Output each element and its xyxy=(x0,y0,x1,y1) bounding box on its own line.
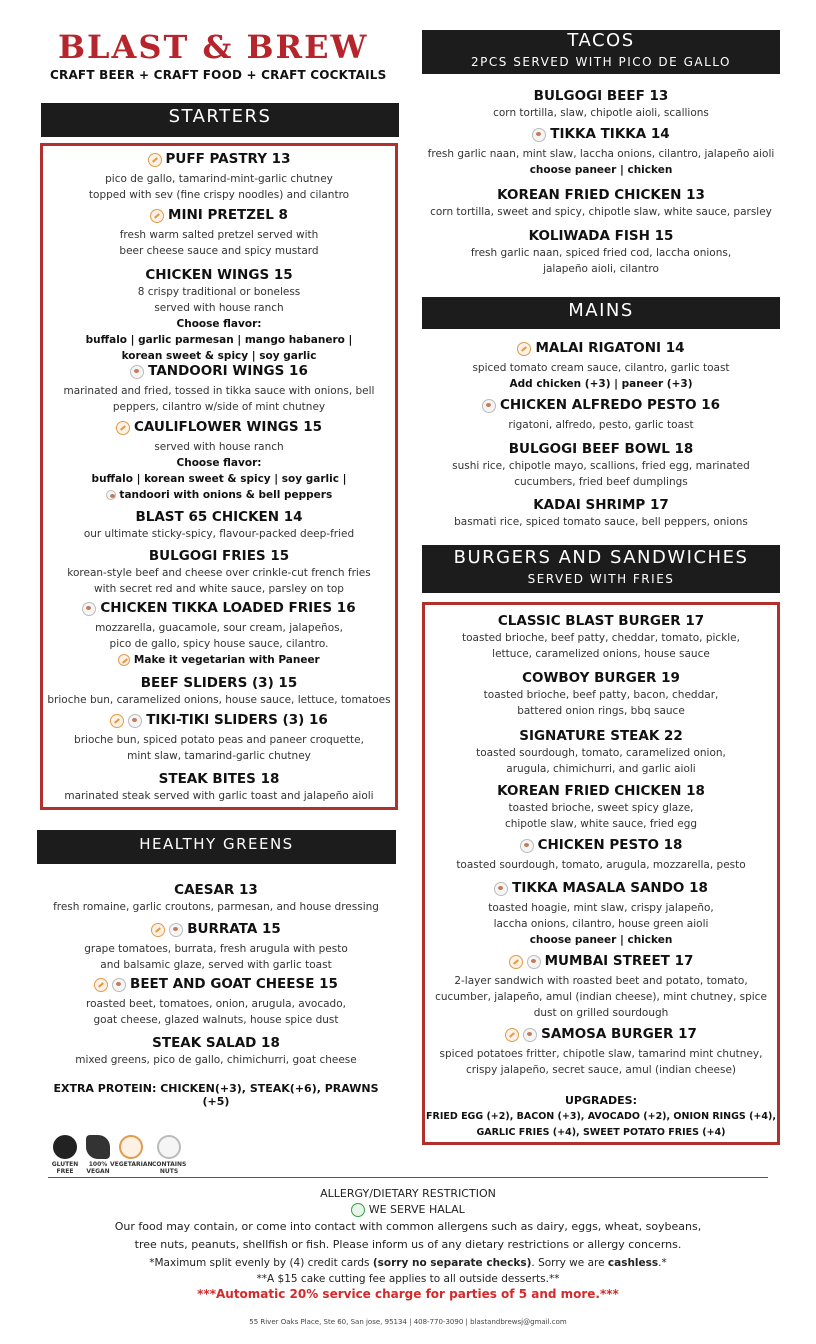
item-desc: basmati rice, spiced tomato sauce, bell peppers, onions xyxy=(454,516,748,528)
allergy-text: tree nuts, peanuts, shellfish or fish. Please inform us of any dietary restrictions or allergy concerns. xyxy=(134,1238,682,1251)
split-note xyxy=(0,1255,816,1271)
item-note: choose paneer | chicken xyxy=(529,163,673,176)
menu-item xyxy=(43,207,395,259)
item-desc: spiced tomato cream sauce, cilantro, garlic toast xyxy=(472,361,730,374)
menu-item xyxy=(425,667,777,719)
item-desc: mozzarella, guacamole, sour cream, jalapeños, xyxy=(95,621,343,634)
item-desc: served with house ranch xyxy=(154,440,284,453)
item-name: TIKI-TIKI SLIDERS (3) 16 xyxy=(146,712,328,728)
starters-title: STARTERS xyxy=(168,106,272,127)
item-desc: 8 crispy traditional or boneless xyxy=(137,286,301,298)
item-desc: chipotle slaw, white sauce, fried egg xyxy=(504,818,698,830)
item-note: korean sweet & spicy | soy garlic xyxy=(121,350,317,362)
legend-vegan xyxy=(83,1135,113,1175)
gluten-free-icon xyxy=(53,1135,77,1159)
vegetarian-icon xyxy=(116,421,130,435)
item-name: MUMBAI STREET 17 xyxy=(544,953,694,969)
nuts-icon xyxy=(523,1028,537,1042)
menu-item xyxy=(425,610,777,662)
split-bold: cashless xyxy=(607,1257,659,1269)
item-desc: 2-layer sandwich with roasted beet and potato, tomato, xyxy=(454,974,748,987)
item-name: CLASSIC BLAST BURGER 17 xyxy=(497,613,705,629)
burgers-header xyxy=(422,545,780,593)
legend-label: VEGETARIAN xyxy=(110,1161,153,1168)
item-desc: toasted brioche, beef patty, bacon, cheddar, xyxy=(483,689,719,701)
starters-header xyxy=(41,103,399,137)
item-name: MINI PRETZEL 8 xyxy=(168,207,288,223)
menu-item xyxy=(425,225,777,277)
item-desc: jalapeño aioli, cilantro xyxy=(543,263,659,275)
nuts-icon xyxy=(157,1135,181,1159)
menu-item xyxy=(40,879,392,915)
item-name: TANDOORI WINGS 16 xyxy=(148,363,308,379)
upgrades-line: GARLIC FRIES (+4), SWEET POTATO FRIES (+4) xyxy=(476,1127,726,1138)
item-desc: with secret red and white sauce, parsley on top xyxy=(94,583,344,595)
item-name: CHICKEN WINGS 15 xyxy=(145,267,293,283)
item-name: CHICKEN ALFREDO PESTO 16 xyxy=(499,397,721,413)
item-desc: our ultimate sticky-spicy, flavour-packed deep-fried xyxy=(83,528,355,540)
menu-item xyxy=(43,506,395,542)
nuts-icon xyxy=(482,399,496,413)
vegetarian-icon xyxy=(509,955,523,969)
item-desc: toasted brioche, beef patty, cheddar, tomato, pickle, xyxy=(462,632,740,644)
menu-item xyxy=(425,397,777,433)
nuts-icon xyxy=(527,955,541,969)
legend-label: 100% xyxy=(88,1161,108,1168)
item-desc: brioche bun, spiced potato peas and paneer croquette, xyxy=(74,733,364,746)
menu-item xyxy=(43,712,395,764)
item-name: SIGNATURE STEAK 22 xyxy=(519,728,683,744)
legend-vegetarian xyxy=(110,1135,152,1168)
item-note: choose paneer | chicken xyxy=(529,933,673,946)
vegetarian-icon xyxy=(118,654,130,666)
brand-title: BLAST & BREW xyxy=(58,28,369,66)
item-note xyxy=(43,487,395,503)
item-desc: sushi rice, chipotle mayo, scallions, fried egg, marinated xyxy=(452,460,750,472)
item-note-text: tandoori with onions & bell peppers xyxy=(119,488,333,501)
legend-label: GLUTEN xyxy=(51,1161,79,1168)
menu-item xyxy=(43,363,395,415)
burgers-subtitle: SERVED WITH FRIES xyxy=(527,572,675,586)
item-desc: grape tomatoes, burrata, fresh arugula with pesto xyxy=(84,942,348,955)
menu-item xyxy=(425,340,777,392)
vegetarian-icon xyxy=(505,1028,519,1042)
service-charge: ***Automatic 20% service charge for parties of 5 and more.*** xyxy=(197,1287,619,1301)
upgrades xyxy=(425,1093,777,1141)
vegetarian-icon xyxy=(110,714,124,728)
menu-item xyxy=(43,264,395,364)
item-name: BULGOGI FRIES 15 xyxy=(148,548,290,564)
item-desc: pico de gallo, tamarind-mint-garlic chutney xyxy=(105,172,333,185)
item-note-text: Make it vegetarian with Paneer xyxy=(133,653,320,666)
split-text: .* xyxy=(658,1257,667,1269)
item-desc: served with house ranch xyxy=(154,302,284,314)
item-name: BLAST 65 CHICKEN 14 xyxy=(135,509,303,525)
nuts-icon xyxy=(128,714,142,728)
nuts-icon xyxy=(112,978,126,992)
item-desc: brioche bun, caramelized onions, house sauce, lettuce, tomatoes xyxy=(47,694,391,706)
item-note: Choose flavor: xyxy=(176,318,262,330)
item-desc: corn tortilla, slaw, chipotle aioli, scallions xyxy=(493,107,709,119)
nuts-icon xyxy=(130,365,144,379)
menu-item xyxy=(43,768,395,804)
menu-item xyxy=(43,672,395,708)
vegetarian-icon xyxy=(150,209,164,223)
menu-item xyxy=(425,780,777,832)
item-name: CAESAR 13 xyxy=(174,882,258,898)
item-name: TIKKA TIKKA 14 xyxy=(550,126,670,142)
item-desc: toasted hoagie, mint slaw, crispy jalapeño, xyxy=(488,901,714,914)
menu-item xyxy=(425,1026,777,1078)
item-name: BULGOGI BEEF 13 xyxy=(533,88,669,104)
menu-item xyxy=(40,1032,392,1068)
item-note: buffalo | korean sweet & spicy | soy garlic | xyxy=(91,472,347,485)
item-desc: dust on grilled sourdough xyxy=(533,1006,669,1019)
halal-text: WE SERVE HALAL xyxy=(368,1203,465,1216)
menu-item xyxy=(43,545,395,597)
menu-item xyxy=(43,151,395,203)
upgrades-title: UPGRADES: xyxy=(565,1094,637,1107)
vegetarian-icon xyxy=(148,153,162,167)
item-desc: beer cheese sauce and spicy mustard xyxy=(119,244,319,257)
item-name: SAMOSA BURGER 17 xyxy=(541,1026,697,1042)
vegetarian-icon xyxy=(151,923,165,937)
item-note: buffalo | garlic parmesan | mango habanero | xyxy=(85,334,353,346)
nuts-icon xyxy=(82,602,96,616)
legend-label: VEGAN xyxy=(86,1168,110,1175)
menu-item xyxy=(40,921,392,973)
nuts-icon xyxy=(169,923,183,937)
legend-nuts xyxy=(152,1135,186,1175)
nuts-icon xyxy=(494,882,508,896)
menu-item xyxy=(425,725,777,777)
item-name: TIKKA MASALA SANDO 18 xyxy=(512,880,708,896)
item-name: BULGOGI BEEF BOWL 18 xyxy=(508,441,694,457)
tacos-title: TACOS xyxy=(567,30,635,51)
nuts-icon xyxy=(520,839,534,853)
halal-line xyxy=(0,1202,816,1218)
cake-note: **A $15 cake cutting fee applies to all outside desserts.** xyxy=(256,1273,560,1285)
item-name: CHICKEN PESTO 18 xyxy=(537,837,683,853)
footer-divider xyxy=(48,1177,768,1178)
mains-title: MAINS xyxy=(568,300,634,321)
menu-item xyxy=(43,600,395,668)
item-desc: spiced potatoes fritter, chipotle slaw, tamarind mint chutney, xyxy=(439,1047,763,1060)
item-note xyxy=(43,652,395,668)
greens-title: HEALTHY GREENS xyxy=(139,835,294,853)
mains-header xyxy=(422,297,780,329)
item-desc: mint slaw, tamarind-garlic chutney xyxy=(127,749,311,762)
item-name: CAULIFLOWER WINGS 15 xyxy=(133,419,323,435)
menu-item xyxy=(43,419,395,503)
item-desc: roasted beet, tomatoes, onion, arugula, avocado, xyxy=(86,997,346,1010)
item-desc: cucumbers, fried beef dumplings xyxy=(514,476,688,488)
item-desc: cucumber, jalapeño, amul (indian cheese), mint chutney, spice xyxy=(435,990,767,1003)
item-desc: toasted brioche, sweet spicy glaze, xyxy=(508,802,694,814)
item-desc: arugula, chimichurri, and garlic aioli xyxy=(506,763,696,775)
item-note: Add chicken (+3) | paneer (+3) xyxy=(509,377,693,390)
item-name: COWBOY BURGER 19 xyxy=(522,670,680,686)
nuts-icon xyxy=(106,490,116,500)
item-desc: and balsamic glaze, served with garlic toast xyxy=(100,958,332,971)
item-desc: marinated steak served with garlic toast and jalapeño aioli xyxy=(64,790,374,802)
item-name: PUFF PASTRY 13 xyxy=(165,151,291,167)
item-desc: battered onion rings, bbq sauce xyxy=(517,705,685,717)
item-desc: pico de gallo, spicy house sauce, cilantro. xyxy=(109,637,329,650)
allergy-text: Our food may contain, or come into contact with common allergens such as dairy, eggs, wheat, soybeans, xyxy=(114,1220,702,1233)
item-desc: fresh garlic naan, spiced fried cod, laccha onions, xyxy=(470,247,732,259)
extra-protein: EXTRA PROTEIN: CHICKEN(+3), STEAK(+6), PRAWNS (+5) xyxy=(53,1082,379,1108)
menu-item xyxy=(425,126,777,178)
vegan-icon xyxy=(86,1135,110,1159)
item-desc: topped with sev (fine crispy noodles) and cilantro xyxy=(88,188,350,201)
split-text: *Maximum split evenly by (4) credit cards xyxy=(149,1257,373,1269)
item-name: BURRATA 15 xyxy=(187,921,281,937)
menu-item xyxy=(40,976,392,1028)
item-name: STEAK BITES 18 xyxy=(158,771,280,787)
tacos-subtitle: 2PCS SERVED WITH PICO DE GALLO xyxy=(471,55,731,69)
item-desc: mixed greens, pico de gallo, chimichurri, goat cheese xyxy=(75,1054,357,1066)
halal-icon xyxy=(351,1203,365,1217)
item-desc: fresh garlic naan, mint slaw, laccha onions, cilantro, jalapeño aioli xyxy=(427,147,775,160)
item-desc: fresh warm salted pretzel served with xyxy=(119,228,319,241)
item-name: STEAK SALAD 18 xyxy=(152,1035,280,1051)
legend-label: FREE xyxy=(56,1168,74,1175)
item-desc: corn tortilla, sweet and spicy, chipotle slaw, white sauce, parsley xyxy=(430,206,772,218)
item-desc: goat cheese, glazed walnuts, house spice dust xyxy=(93,1013,339,1026)
item-desc: toasted sourdough, tomato, caramelized onion, xyxy=(476,747,726,759)
item-desc: marinated and fried, tossed in tikka sauce with onions, bell xyxy=(63,384,375,397)
menu-item xyxy=(425,184,777,220)
menu-item xyxy=(425,438,777,490)
item-name: CHICKEN TIKKA LOADED FRIES 16 xyxy=(100,600,356,616)
upgrades-line: FRIED EGG (+2), BACON (+3), AVOCADO (+2), ONION RINGS (+4), xyxy=(426,1111,776,1122)
item-desc: toasted sourdough, tomato, arugula, mozzarella, pesto xyxy=(456,858,746,871)
menu-item xyxy=(425,953,777,1021)
item-name: MALAI RIGATONI 14 xyxy=(535,340,685,356)
item-note: Choose flavor: xyxy=(176,456,262,469)
tagline: CRAFT BEER + CRAFT FOOD + CRAFT COCKTAILS xyxy=(50,68,387,82)
vegetarian-icon xyxy=(94,978,108,992)
allergy-title: ALLERGY/DIETARY RESTRICTION xyxy=(320,1187,496,1200)
split-text: . Sorry we are xyxy=(531,1257,608,1269)
item-name: KADAI SHRIMP 17 xyxy=(533,497,669,513)
address: 55 River Oaks Place, Ste 60, San jose, 95134 | 408-770-3090 | blastandbrewsj@gmail.com xyxy=(249,1318,567,1326)
menu-item xyxy=(425,85,777,121)
vegetarian-icon xyxy=(119,1135,143,1159)
item-name: KOREAN FRIED CHICKEN 18 xyxy=(497,783,705,799)
tacos-header xyxy=(422,30,780,74)
menu-item xyxy=(425,880,777,948)
nuts-icon xyxy=(532,128,546,142)
menu-item xyxy=(425,837,777,873)
menu-item xyxy=(425,494,777,530)
legend-gluten-free xyxy=(50,1135,80,1175)
split-bold: (sorry no separate checks) xyxy=(372,1257,532,1269)
item-name: BEEF SLIDERS (3) 15 xyxy=(140,675,298,691)
burgers-title: BURGERS AND SANDWICHES xyxy=(453,547,749,568)
item-desc: peppers, cilantro w/side of mint chutney xyxy=(112,400,326,413)
legend-label: CONTAINS xyxy=(152,1161,187,1168)
legend-label: NUTS xyxy=(159,1168,179,1175)
vegetarian-icon xyxy=(517,342,531,356)
item-desc: rigatoni, alfredo, pesto, garlic toast xyxy=(508,418,694,431)
item-desc: lettuce, caramelized onions, house sauce xyxy=(492,648,710,660)
item-name: BEET AND GOAT CHEESE 15 xyxy=(130,976,338,992)
item-desc: fresh romaine, garlic croutons, parmesan, and house dressing xyxy=(53,901,379,913)
item-desc: laccha onions, cilantro, house green aioli xyxy=(493,917,709,930)
item-desc: korean-style beef and cheese over crinkle-cut french fries xyxy=(67,567,371,579)
item-name: KOREAN FRIED CHICKEN 13 xyxy=(497,187,705,203)
item-name: KOLIWADA FISH 15 xyxy=(528,228,674,244)
greens-header xyxy=(37,830,396,864)
item-desc: crispy jalapeño, secret sauce, amul (indian cheese) xyxy=(465,1063,737,1076)
